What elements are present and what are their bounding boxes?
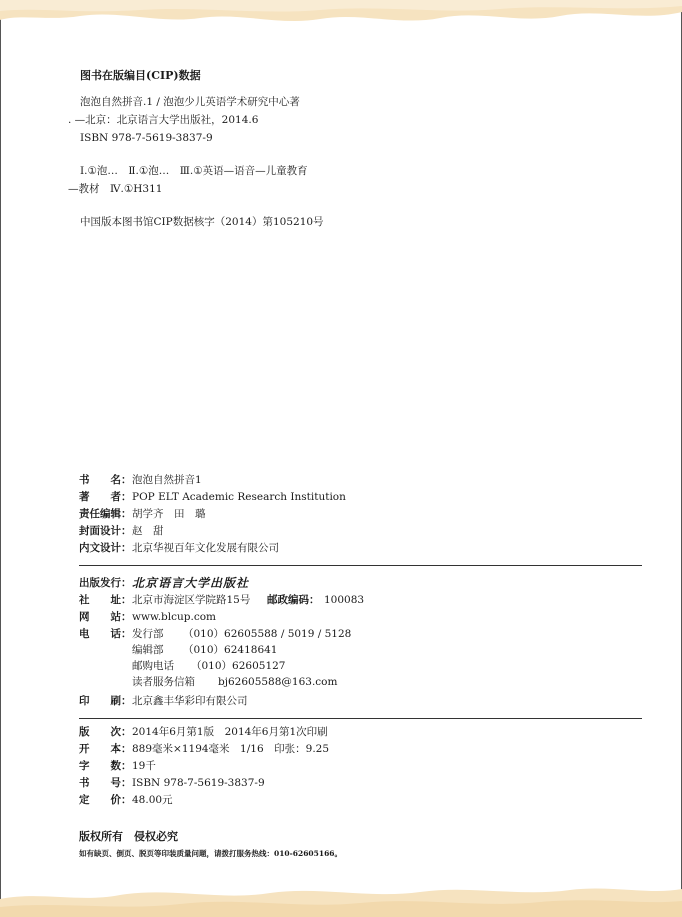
book-editor: 胡学齐 田 璐 [132,508,206,520]
divider-rule-2 [79,718,642,719]
reader-service-email: bj62605588@163.com [218,676,338,688]
book-cover-label: 封面设计： [79,525,132,537]
cip-record-number: 中国版本图书馆CIP数据核字（2014）第105210号 [80,216,324,228]
price-label: 定 价： [79,794,132,806]
brush-stroke-bottom [0,881,682,917]
cip-title-line: 泡泡自然拼音.1 / 泡泡少儿英语学术研究中心著 [80,96,300,108]
phone-dept-editorial: 编辑部 [132,644,164,656]
address-label: 社 址： [79,594,132,606]
phone-number-editorial: （010）62418641 [183,644,278,656]
book-author-label: 著 者： [79,491,132,503]
publisher-label: 出版发行： [79,577,132,589]
format: 889毫米×1194毫米 1/16 印张：9.25 [132,743,330,755]
print-quality-notice: 如有缺页、倒页、脱页等印装质量问题，请拨打服务热线：010-62605166。 [79,849,343,858]
divider-rule [79,565,642,566]
printer-label: 印 刷： [79,695,132,707]
edition: 2014年6月第1版 2014年6月第1次印刷 [132,726,328,738]
book-cover-designer: 赵 甜 [132,525,164,537]
cip-heading: 图书在版编目(CIP)数据 [80,69,201,82]
website-label: 网 站： [79,611,132,623]
word-count: 19千 [132,760,156,772]
phone-number-mailorder: （010）62605127 [191,660,286,672]
book-interior-designer: 北京华视百年文化发展有限公司 [132,542,279,554]
phone-label: 电 话： [79,628,132,640]
book-editor-label: 责任编辑： [79,508,132,520]
book-author: POP ELT Academic Research Institution [132,491,346,503]
cip-subject-line: Ⅰ.①泡… Ⅱ.①泡… Ⅲ.①英语—语音—儿童教育 [80,165,308,177]
words-label: 字 数： [79,760,132,772]
cip-publish-line: . —北京：北京语言大学出版社，2014.6 [68,114,259,126]
phone-number-sales: （010）62605588 / 5019 / 5128 [183,628,352,640]
address: 北京市海淀区学院路15号 [132,594,251,606]
phone-dept-sales: 发行部 [132,628,164,640]
printer: 北京鑫丰华彩印有限公司 [132,695,248,707]
book-interior-label: 内文设计： [79,542,132,554]
postcode-label: 邮政编码： [267,594,320,606]
phone-dept-mailorder: 邮购电话 [132,660,174,672]
brush-stroke-top [0,0,682,30]
copyright-notice: 版权所有 侵权必究 [79,830,178,843]
cip-subject-line-2: —教材 Ⅳ.①H311 [68,183,163,195]
postcode: 100083 [324,594,365,606]
publisher-logo: 北京语言大学出版社 [132,576,250,590]
book-title: 泡泡自然拼音1 [132,474,202,486]
book-title-label: 书 名： [79,474,132,486]
cip-isbn-line: ISBN 978-7-5619-3837-9 [80,132,213,144]
website: www.blcup.com [132,611,216,623]
edition-label: 版 次： [79,726,132,738]
reader-service-label: 读者服务信箱 [132,676,195,688]
price: 48.00元 [132,794,173,806]
isbn: ISBN 978-7-5619-3837-9 [132,777,265,789]
isbn-label: 书 号： [79,777,132,789]
format-label: 开 本： [79,743,132,755]
